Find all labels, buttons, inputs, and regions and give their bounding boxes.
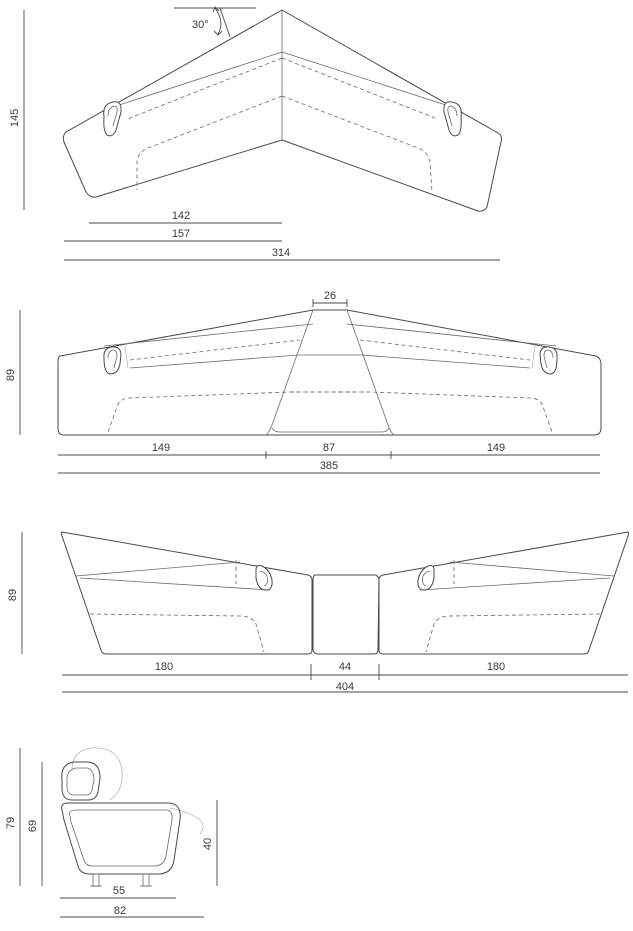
front-height-dimension bbox=[5, 310, 20, 435]
front-top-dimension bbox=[313, 290, 347, 307]
top-depth-dimension bbox=[9, 10, 24, 210]
side-seat-depth-label: 55 bbox=[112, 885, 126, 897]
back-view bbox=[7, 532, 629, 693]
back-center-seat-label: 44 bbox=[338, 661, 352, 673]
top-total-width-label: 314 bbox=[271, 247, 291, 259]
top-inner-width-label: 142 bbox=[171, 210, 191, 222]
top-view bbox=[9, 7, 502, 260]
front-total-width-label: 385 bbox=[319, 460, 339, 472]
front-left-seat-label: 149 bbox=[151, 442, 171, 454]
side-view bbox=[5, 748, 217, 917]
front-top-label: 26 bbox=[323, 290, 337, 302]
front-view bbox=[5, 290, 601, 473]
front-view-sofa-outline bbox=[58, 310, 601, 435]
back-height-label: 89 bbox=[7, 588, 19, 602]
front-leg bbox=[93, 874, 99, 886]
front-width-dimensions bbox=[58, 442, 600, 473]
top-half-width-label: 157 bbox=[171, 228, 191, 240]
side-seat-height-label: 40 bbox=[202, 837, 214, 851]
back-width-dimensions bbox=[62, 661, 628, 693]
front-height-label: 89 bbox=[5, 368, 17, 382]
back-left-seat-label: 180 bbox=[154, 661, 174, 673]
side-view-sofa-outline bbox=[62, 748, 203, 886]
side-depth-dimensions bbox=[60, 885, 204, 917]
back-right-seat-label: 180 bbox=[486, 661, 506, 673]
back-height-dimension bbox=[7, 532, 22, 654]
back-view-sofa-outline bbox=[62, 532, 629, 654]
back-total-width-label: 404 bbox=[335, 681, 355, 693]
top-width-dimensions bbox=[64, 210, 500, 260]
back-leg bbox=[143, 874, 149, 886]
back-right-handle bbox=[418, 566, 434, 591]
side-total-height-label: 79 bbox=[5, 816, 17, 830]
side-total-depth-label: 82 bbox=[113, 905, 127, 917]
front-left-handle bbox=[104, 347, 121, 374]
angle-label: 30° bbox=[192, 19, 209, 31]
top-view-sofa-outline bbox=[63, 10, 501, 211]
side-back-height-label: 69 bbox=[27, 819, 39, 833]
top-depth-label: 145 bbox=[9, 108, 21, 128]
front-center-seat-label: 87 bbox=[322, 442, 336, 454]
back-left-handle bbox=[256, 566, 272, 591]
angle-indicator bbox=[174, 7, 256, 37]
front-right-handle bbox=[540, 347, 557, 374]
side-height-dimensions bbox=[5, 748, 217, 886]
front-right-seat-label: 149 bbox=[486, 442, 506, 454]
